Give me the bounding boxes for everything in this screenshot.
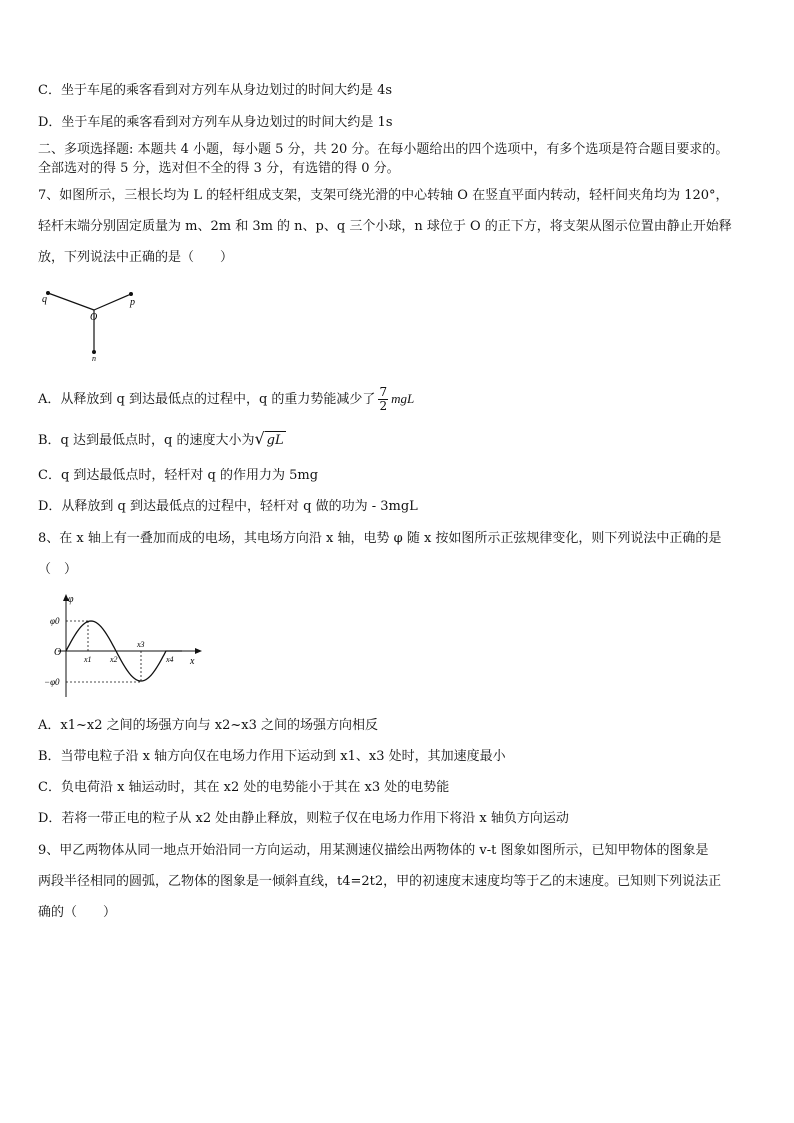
q7-option-b-radicand: gL <box>266 433 284 448</box>
x2-label: x2 <box>110 655 118 664</box>
q7-stem-2: 轻杆末端分别固定质量为 m、2m 和 3m 的 n、p、q 三个小球，n 球位于 O 的正下方，将支架从图示位置由静止开始释 <box>38 219 732 234</box>
q8-phi-x-graph <box>38 592 208 704</box>
q6-option-c: C．坐于车尾的乘客看到对方列车从身边划过的时间大约是 4s <box>38 83 393 98</box>
q8-stem-2: （ ） <box>38 562 78 577</box>
q9-stem-1: 9、甲乙两物体从同一地点开始沿同一方向运动，用某测速仪描绘出两物体的 v-t 图象如图所示，已知甲物体的图象是 <box>38 843 709 858</box>
x3-label: x3 <box>137 640 145 649</box>
rod-oq <box>48 293 94 310</box>
q7-figure <box>38 282 148 362</box>
ball-p <box>129 292 133 296</box>
q8-option-c: C．负电荷沿 x 轴运动时，其在 x2 处的电势能小于其在 x3 处的电势能 <box>38 780 450 795</box>
section2-instructions-1: 二、多项选择题: 本题共 4 小题，每小题 5 分，共 20 分。在每小题给出的四个选项中，有多个选项是符合题目要求的。 <box>38 142 729 157</box>
q6-option-d: D．坐于车尾的乘客看到对方列车从身边划过的时间大约是 1s <box>38 115 393 130</box>
q7-option-c: C．q 到达最低点时，轻杆对 q 的作用力为 5mg <box>38 468 319 483</box>
label-p: p <box>130 297 135 308</box>
sqrt-icon: √ <box>254 429 265 448</box>
q8-stem-1: 8、在 x 轴上有一叠加而成的电场，其电场方向沿 x 轴，电势 φ 随 x 按如图所示正弦规律变化，则下列说法中正确的是 <box>38 531 722 546</box>
q8-option-b: B．当带电粒子沿 x 轴方向仅在电场力作用下运动到 x1、x3 处时，其加速度最小 <box>38 749 506 764</box>
q9-stem-2: 两段半径相同的圆弧，乙物体的图象是一倾斜直线，t4=2t2，甲的初速度末速度均等于乙的末速度。已知则下列说法正 <box>38 874 722 889</box>
q9-stem-3: 确的（ ） <box>38 905 117 920</box>
origin-label: O <box>54 647 62 658</box>
phi-axis-label: φ <box>68 594 74 605</box>
q7-stem-1: 7、如图所示，三根长均为 L 的轻杆组成支架，支架可绕光滑的中心转轴 O 在竖直平面内转动，轻杆间夹角均为 120°， <box>38 188 729 203</box>
q8-option-a: A．x1~x2 之间的场强方向与 x2~x3 之间的场强方向相反 <box>38 718 378 733</box>
q7-option-d: D．从释放到 q 到达最低点的过程中，轻杆对 q 做的功为 - 3mgL <box>38 499 418 514</box>
section2-instructions-2: 全部选对的得 5 分，选对但不全的得 3 分，有选错的得 0 分。 <box>38 161 400 176</box>
q7-option-a-unit: mgL <box>391 391 415 406</box>
rod-op <box>94 294 131 310</box>
q7-option-a-text: A．从释放到 q 到达最低点的过程中，q 的重力势能减少了 <box>38 392 376 407</box>
q8-option-d: D．若将一带正电的粒子从 x2 处由静止释放，则粒子仅在电场力作用下将沿 x 轴负方向运动 <box>38 811 569 826</box>
fraction-seven-halves: $\frac{7}{2}$ <box>379 385 388 413</box>
label-n: n <box>92 354 96 362</box>
x1-label: x1 <box>84 655 92 664</box>
phi0-label: φ0 <box>50 616 60 626</box>
q7-option-b-text: B．q 达到最低点时，q 的速度大小为 <box>38 433 255 448</box>
x4-label: x4 <box>166 655 174 664</box>
neg-phi0-label: −φ0 <box>44 677 60 687</box>
label-o: O <box>90 312 98 323</box>
x-axis-arrow-icon <box>195 648 202 654</box>
q7-option-a <box>38 386 768 413</box>
q7-stem-3: 放，下列说法中正确的是（ ） <box>38 250 234 265</box>
q7-option-b <box>38 430 768 450</box>
x-axis-label: x <box>190 656 195 667</box>
label-q: q <box>42 294 47 305</box>
